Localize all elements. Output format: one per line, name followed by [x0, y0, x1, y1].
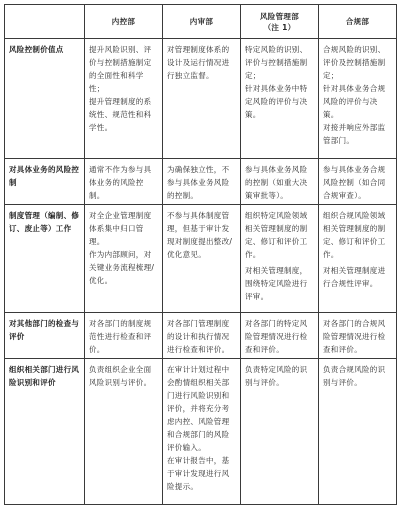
cell-paragraph: 不参与具体制度管理，但基于审计发现对制度提出整改/优化意见。	[167, 211, 233, 259]
cell-paragraph: 对各部门的合规风险管理情况进行检查和评价。	[323, 319, 386, 354]
cell-paragraph: 通常不作为参与具体业务的风险控制。	[89, 165, 152, 200]
cell-internal-audit	[163, 359, 241, 505]
cell-risk-management	[241, 159, 319, 205]
cell-risk-management	[241, 313, 319, 359]
cell-paragraph: 对各部门管理制度的设计和执行情况进行检查和评价。	[167, 319, 230, 354]
header-risk-management-title: 风险管理部	[260, 11, 299, 21]
header-internal-audit: 内审部	[163, 5, 241, 39]
table-row	[5, 359, 397, 505]
cell-compliance	[319, 205, 397, 313]
header-risk-management	[241, 5, 319, 39]
cell-paragraph: 负责组织企业全面风险识别与评价。	[89, 365, 152, 387]
table-row	[5, 313, 397, 359]
cell-compliance	[319, 313, 397, 359]
cell-paragraph: 负责合规风险的识别与评价。	[323, 365, 386, 387]
cell-internal-control	[85, 159, 163, 205]
row-head: 风险控制价值点	[5, 39, 85, 159]
cell-paragraph: 特定风险的识别、评价与控制措施制定；	[245, 45, 308, 80]
cell-risk-management	[241, 359, 319, 505]
cell-internal-control	[85, 313, 163, 359]
cell-paragraph: 对各部门的制度规范性进行检查和评价。	[89, 319, 152, 354]
cell-paragraph: 组织合规风险领域相关管理制度的制定、修订和评价工作。	[323, 211, 386, 259]
cell-paragraph: 参与具体业务合规风险控制（如合同合规审查）。	[323, 165, 386, 200]
cell-paragraph: 对各部门的特定风险管理情况进行检查和评价。	[245, 319, 308, 354]
cell-internal-audit	[163, 313, 241, 359]
cell-paragraph: 对接并响应外部监管部门。	[323, 123, 386, 145]
cell-paragraph: 合规风险的识别、评价及控制措施制定；	[323, 45, 386, 80]
cell-paragraph: 在审计报告中，基于审计发现进行风险提示。	[167, 456, 230, 491]
cell-paragraph: 针对具体业务中特定风险的评价与决策。	[245, 84, 308, 119]
table-row	[5, 205, 397, 313]
cell-paragraph: 对全企业管理制度体系集中归口管理。	[89, 211, 152, 246]
cell-paragraph: 对相关管理制度进行合规性评审。	[323, 266, 386, 288]
header-corner-cell	[5, 5, 85, 39]
cell-paragraph: 作为内部顾问，对关键业务流程梳理/优化。	[89, 250, 155, 285]
row-head: 对具体业务的风险控制	[5, 159, 85, 205]
responsibility-matrix-table	[4, 4, 397, 505]
cell-internal-control	[85, 359, 163, 505]
cell-paragraph: 在审计计划过程中会酌情组织相关部门进行风险识别和评价，并将充分考虑内控、风险管理和合规部门的风险评价输入。	[167, 365, 230, 452]
cell-paragraph: 组织特定风险领域相关管理制度的制定、修订和评价工作。	[245, 211, 308, 259]
cell-paragraph: 参与具体业务风险的控制（如重大决策审批等）。	[245, 165, 308, 200]
header-row	[5, 5, 397, 39]
cell-compliance	[319, 39, 397, 159]
row-head: 组织相关部门进行风险识别和评价	[5, 359, 85, 505]
cell-internal-audit	[163, 39, 241, 159]
cell-compliance	[319, 159, 397, 205]
cell-internal-control	[85, 205, 163, 313]
row-head: 对其他部门的检查与评价	[5, 313, 85, 359]
cell-paragraph: 对相关管理制度，围绕特定风险进行评审。	[245, 266, 308, 301]
cell-risk-management	[241, 205, 319, 313]
cell-internal-audit	[163, 205, 241, 313]
cell-internal-audit	[163, 159, 241, 205]
cell-paragraph: 提升风险识别、评价与控制措施制定的全面性和科学性；	[89, 45, 152, 93]
cell-paragraph: 提升管理制度的系统性、规范性和科学性。	[89, 97, 152, 132]
cell-compliance	[319, 359, 397, 505]
header-risk-management-note: （注 1）	[263, 22, 296, 32]
cell-paragraph: 针对具体业务合规风险的评价与决策。	[323, 84, 386, 119]
row-head: 制度管理（编制、修订、废止等）工作	[5, 205, 85, 313]
cell-internal-control	[85, 39, 163, 159]
cell-paragraph: 对管理制度体系的设计及运行情况进行独立监督。	[167, 45, 230, 80]
cell-paragraph: 为确保独立性，不参与具体业务风险的控制。	[167, 165, 230, 200]
cell-paragraph: 负责特定风险的识别与评价。	[245, 365, 308, 387]
header-internal-control: 内控部	[85, 5, 163, 39]
table-row	[5, 39, 397, 159]
cell-risk-management	[241, 39, 319, 159]
table-row	[5, 159, 397, 205]
header-compliance: 合规部	[319, 5, 397, 39]
